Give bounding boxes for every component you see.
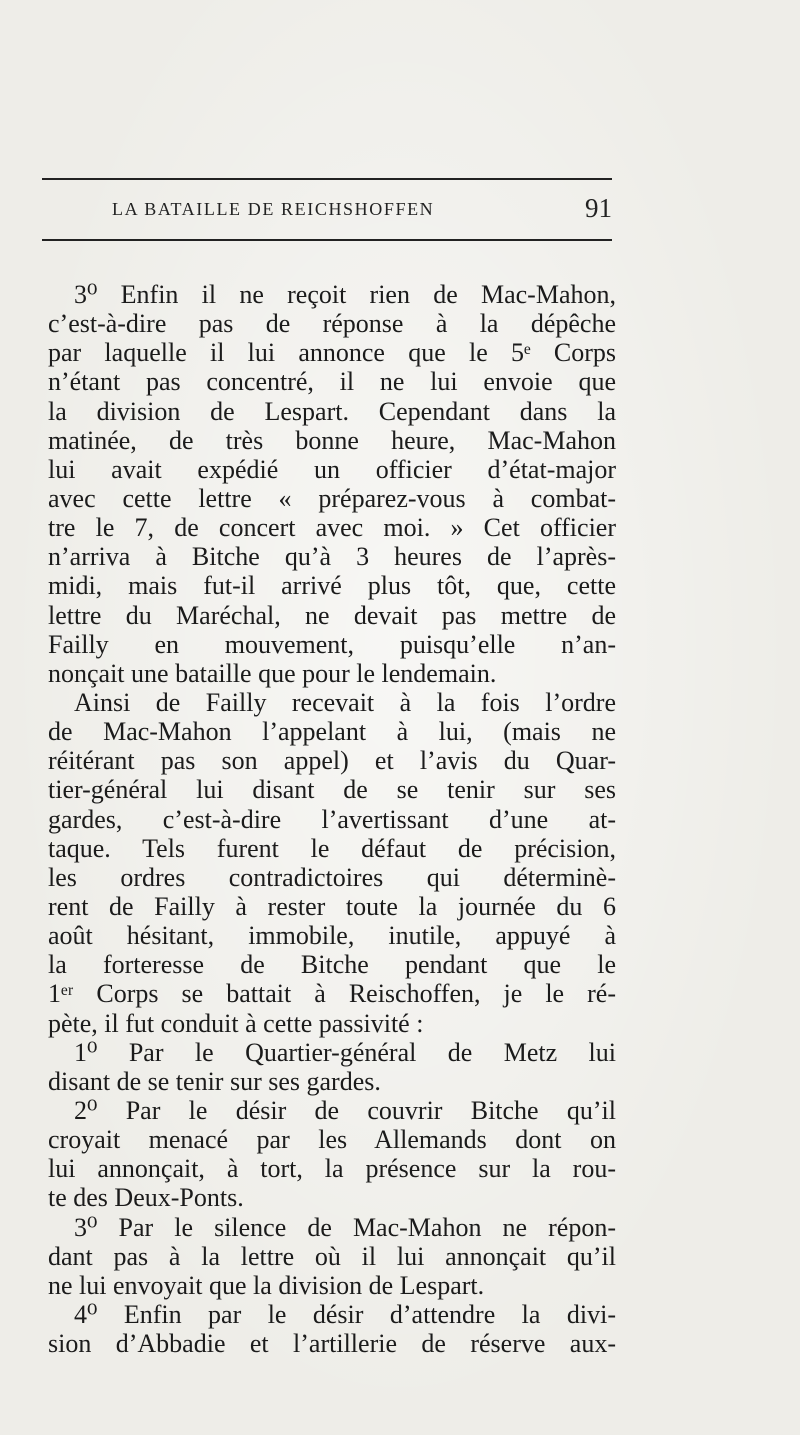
text-line: lettre du Maréchal, ne devait pas mettre de — [48, 600, 616, 630]
text-line: 4⁰ Enfin par le désir d’attendre la divi- — [74, 1299, 616, 1329]
text-line: la forteresse de Bitche pendant que le — [48, 950, 616, 980]
text-line: 2⁰ Par le désir de couvrir Bitche qu’il — [74, 1095, 616, 1125]
text-line: dant pas à la lettre où il lui annonçait qu’il — [48, 1241, 616, 1271]
text-line: ne lui envoyait que la division de Lespart. — [48, 1270, 485, 1300]
text-line: Failly en mouvement, puisqu’elle n’an- — [48, 629, 616, 659]
text-line: lui avait expédié un officier d’état-major — [48, 454, 616, 484]
text-line: tre le 7, de concert avec moi. » Cet officier — [48, 513, 616, 543]
text-line: croyait menacé par les Allemands dont on — [48, 1125, 616, 1155]
text-line: 3⁰ Par le silence de Mac-Mahon ne répon- — [74, 1212, 616, 1242]
text-line: nonçait une bataille que pour le lendemain. — [48, 658, 497, 688]
text-line: gardes, c’est-à-dire l’avertissant d’une at- — [48, 804, 616, 834]
text-line: te des Deux-Ponts. — [48, 1183, 244, 1213]
text-line: pète, il fut conduit à cette passivité : — [48, 1008, 424, 1038]
body-text — [48, 280, 616, 1358]
running-head — [42, 191, 612, 231]
text-line: n’arriva à Bitche qu’à 3 heures de l’après- — [48, 542, 616, 572]
header-rule-top — [42, 178, 612, 180]
text-line: midi, mais fut-il arrivé plus tôt, que, cette — [48, 571, 616, 601]
text-line: la division de Lespart. Cependant dans la — [48, 396, 616, 426]
text-line: disant de se tenir sur ses gardes. — [48, 1066, 381, 1096]
text-line: lui annonçait, à tort, la présence sur la rou- — [48, 1154, 616, 1184]
text-line: Ainsi de Failly recevait à la fois l’ordre — [74, 687, 616, 717]
text-line: de Mac-Mahon l’appelant à lui, (mais ne — [48, 717, 616, 747]
text-line: matinée, de très bonne heure, Mac-Mahon — [48, 425, 616, 455]
page-number: 91 — [585, 193, 612, 223]
running-title: LA BATAILLE DE REICHSHOFFEN — [112, 199, 435, 219]
text-line: taque. Tels furent le défaut de précision, — [48, 833, 616, 863]
text-line: les ordres contradictoires qui déterminè- — [48, 862, 616, 892]
text-line: réitérant pas son appel) et l’avis du Quar- — [48, 746, 616, 776]
text-line: avec cette lettre « préparez-vous à combat- — [48, 483, 616, 513]
text-line: rent de Failly à rester toute la journée du 6 — [48, 891, 616, 921]
text-line: 3⁰ Enfin il ne reçoit rien de Mac-Mahon, — [74, 280, 616, 309]
text-line: n’étant pas concentré, il ne lui envoie que — [48, 367, 616, 397]
text-line: 1⁰ Par le Quartier-général de Metz lui — [74, 1037, 616, 1067]
text-line: c’est-à-dire pas de réponse à la dépêche — [48, 309, 616, 339]
text-line: août hésitant, immobile, inutile, appuyé à — [48, 921, 616, 951]
text-line: par laquelle il lui annonce que le 5ᵉ Corps — [48, 338, 616, 368]
text-line: 1ᵉʳ Corps se battait à Reischoffen, je le ré- — [48, 979, 616, 1009]
header-rule-bottom — [42, 239, 612, 241]
text-line: tier-général lui disant de se tenir sur ses — [48, 775, 616, 805]
text-line: sion d’Abbadie et l’artillerie de réserve aux- — [48, 1329, 616, 1359]
